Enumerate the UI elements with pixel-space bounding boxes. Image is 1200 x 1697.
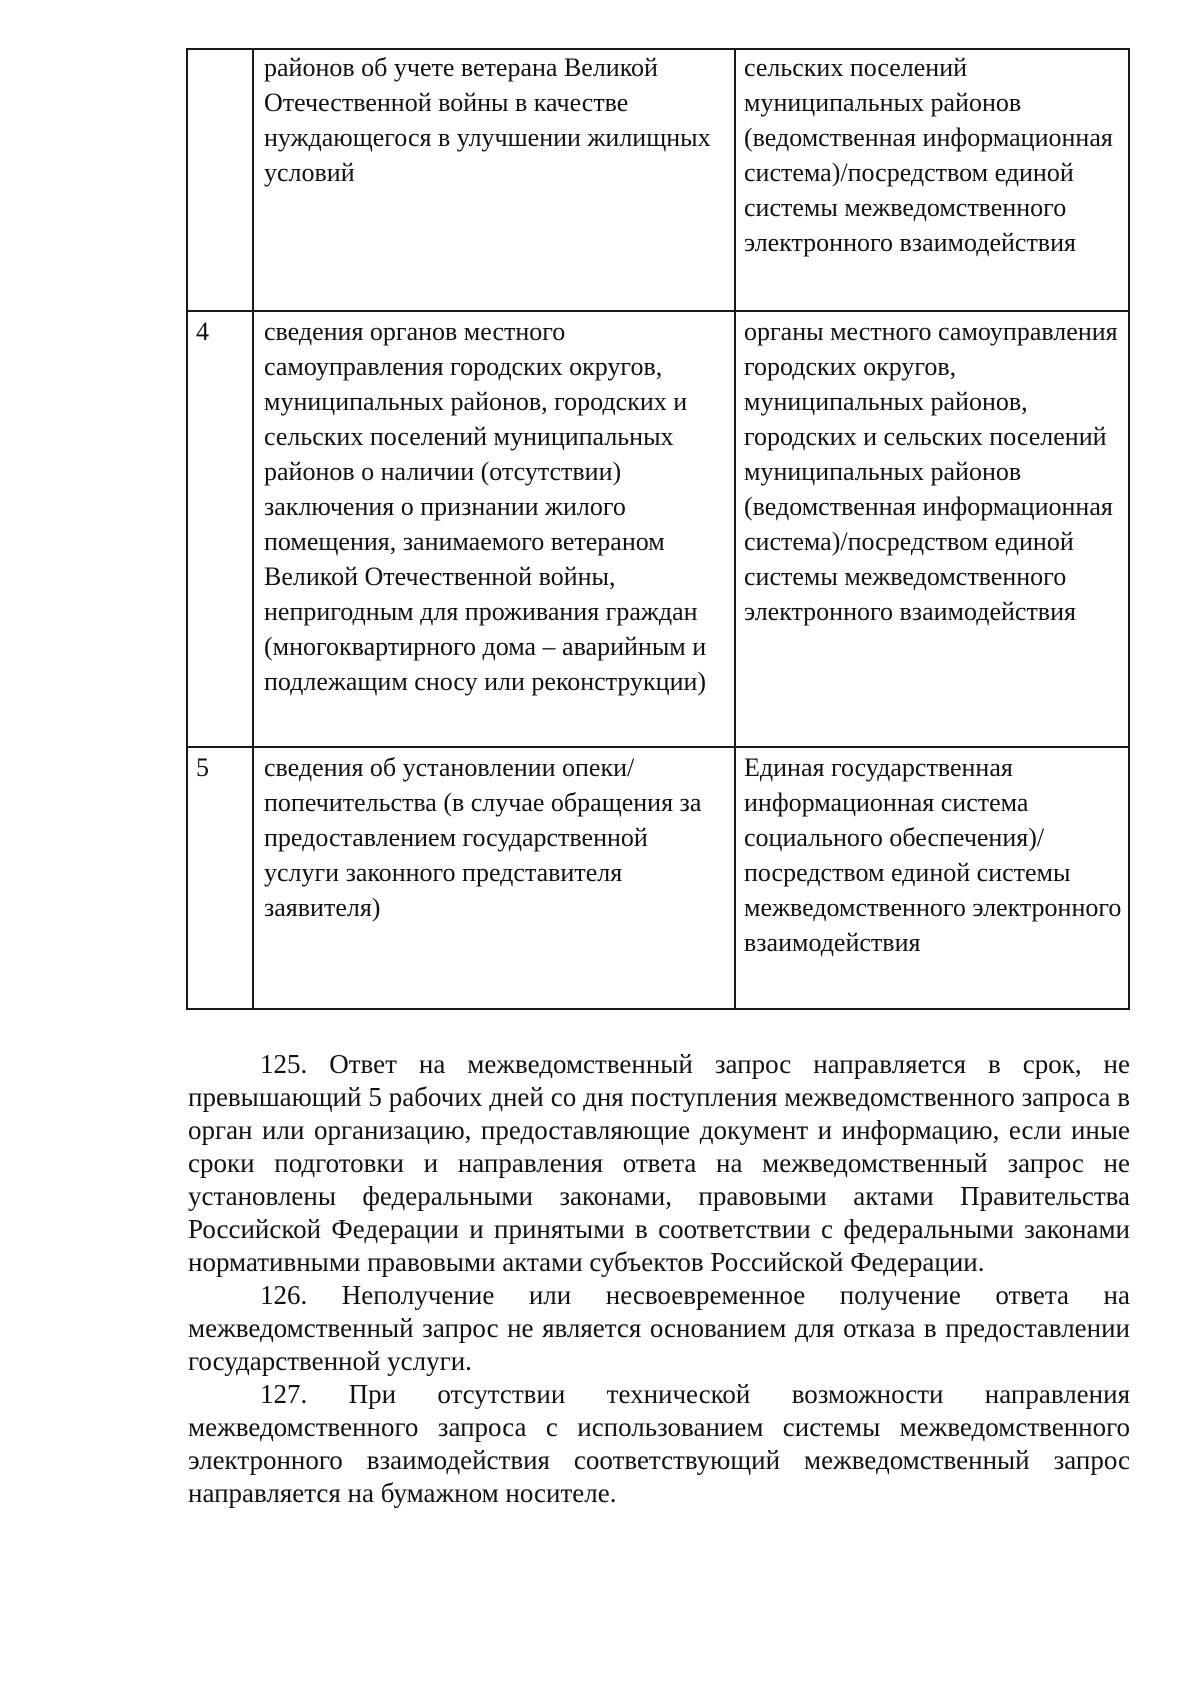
- information-cell: сведения об установлении опеки/попечительства (в случае обращения за предоставлением государственной услуги законного представителя заявителя): [253, 747, 735, 1009]
- information-cell: сведения органов местного самоуправления городских округов, муниципальных районов, городских и сельских поселений муниципальных районов о наличии (отсутствии) заключения о признании жилого помещения, занимаемого ветераном Великой Отечественной войны, непригодным для проживания граждан (многоквартирного дома – аварийным и подлежащим сносу или реконструкции): [253, 311, 735, 747]
- row-number: 4: [187, 311, 253, 747]
- paragraph-127: 127. При отсутствии технической возможности направления межведомственного запроса с использованием системы межведомственного электронного взаимодействия соответствующий межведомственный запрос направляется на бумажном носителе.: [188, 1379, 1130, 1508]
- source-cell: Единая государственная информационная система социального обеспечения)/посредством единой системы межведомственного электронного взаимодействия: [735, 747, 1129, 1009]
- interagency-request-table: [186, 48, 1130, 1010]
- row-number: [187, 49, 253, 311]
- row-number: 5: [187, 747, 253, 1009]
- body-text: [188, 1048, 1130, 1510]
- information-cell: районов об учете ветерана Великой Отечественной войны в качестве нуждающегося в улучшении жилищных условий: [253, 49, 735, 311]
- source-cell: органы местного самоуправления городских округов, муниципальных районов, городских и сельских поселений муниципальных районов (ведомственная информационная система)/посредством единой системы межведомственного электронного взаимодействия: [735, 311, 1129, 747]
- table-row: [187, 747, 1129, 1009]
- paragraph-126: 126. Неполучение или несвоевременное получение ответа на межведомственный запрос не является основанием для отказа в предоставлении государственной услуги.: [188, 1280, 1130, 1376]
- table-row: [187, 311, 1129, 747]
- source-cell: сельских поселений муниципальных районов (ведомственная информационная система)/посредством единой системы межведомственного электронного взаимодействия: [735, 49, 1129, 311]
- table-row: [187, 49, 1129, 311]
- paragraph-125: 125. Ответ на межведомственный запрос направляется в срок, не превышающий 5 рабочих дней со дня поступления межведомственного запроса в орган или организацию, предоставляющие документ и информацию, если иные сроки подготовки и направления ответа на межведомственный запрос не установлены федеральными законами, правовыми актами Правительства Российской Федерации и принятыми в соответствии с федеральными законами нормативными правовыми актами субъектов Российской Федерации.: [188, 1049, 1130, 1277]
